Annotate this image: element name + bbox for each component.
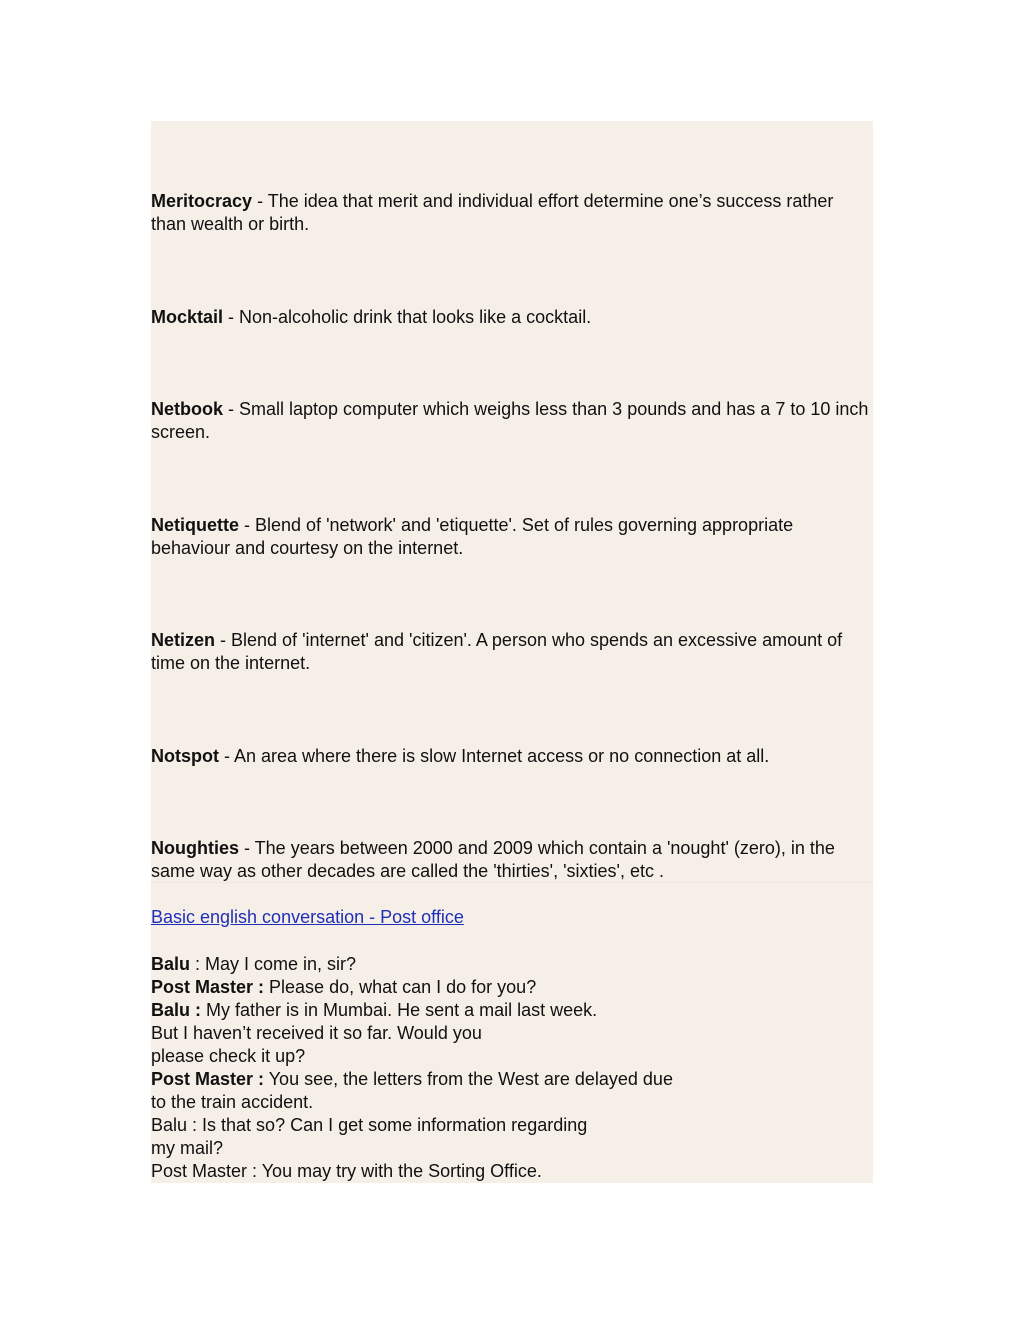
dialogue-speaker: Post Master : — [151, 977, 265, 997]
dialogue-line — [151, 1114, 873, 1137]
dialogue-line — [151, 1068, 873, 1091]
glossary-term: Notspot — [151, 746, 219, 766]
dialogue-text: You see, the letters from the West are delayed due — [264, 1069, 673, 1089]
dialogue-text: My father is in Mumbai. He sent a mail last week. — [201, 1000, 598, 1020]
dialogue-text: Post Master : You may try with the Sorting Office. — [151, 1161, 542, 1181]
glossary-term: Netiquette — [151, 515, 240, 535]
dialogue-line — [151, 976, 873, 999]
dialogue-text: please check it up? — [151, 1046, 306, 1066]
dialogue-line — [151, 999, 873, 1022]
dialogue-speaker: Balu : — [151, 1000, 202, 1020]
dialogue-line — [151, 1160, 873, 1183]
glossary-entry — [151, 398, 873, 444]
dialogue-line — [151, 1137, 873, 1160]
dialogue-text: But I haven’t received it so far. Would you — [151, 1023, 482, 1043]
glossary-definition: - Non-alcoholic drink that looks like a cocktail. — [223, 307, 592, 327]
glossary-term: Mocktail — [151, 307, 224, 327]
glossary-definition: - The years between 2000 and 2009 which contain a 'nought' (zero), in the same way as other decades are called the 'thirties', 'sixties', etc . — [151, 838, 835, 881]
glossary-definition: - An area where there is slow Internet access or no connection at all. — [218, 746, 770, 766]
glossary-term: Netbook — [151, 399, 223, 419]
dialogue-line — [151, 1045, 873, 1068]
dialogue-text: to the train accident. — [151, 1092, 314, 1112]
dialogue-line — [151, 1091, 873, 1114]
dialogue-text: my mail? — [151, 1138, 224, 1158]
dialogue-line — [151, 953, 873, 976]
dialogue-speaker: Balu — [151, 954, 191, 974]
dialogue-speaker: Post Master : — [151, 1069, 265, 1089]
glossary-definition: - Blend of 'internet' and 'citizen'. A person who spends an excessive amount of time on the internet. — [151, 630, 843, 673]
glossary-term: Meritocracy — [151, 191, 253, 211]
glossary-entry — [151, 745, 873, 768]
glossary-entry — [151, 514, 873, 560]
glossary-entry — [151, 190, 873, 236]
glossary-entry — [151, 629, 873, 675]
dialogue — [151, 953, 873, 1183]
glossary-entry — [151, 306, 873, 329]
glossary-definition: - Small laptop computer which weighs less than 3 pounds and has a 7 to 10 inch screen. — [151, 399, 869, 442]
glossary-term: Netizen — [151, 630, 216, 650]
dialogue-text: : May I come in, sir? — [190, 954, 357, 974]
dialogue-text: Balu : Is that so? Can I get some information regarding — [151, 1115, 588, 1135]
glossary-definition: - Blend of 'network' and 'etiquette'. Set of rules governing appropriate behaviour and courtesy on the internet. — [151, 515, 794, 558]
dialogue-line — [151, 1022, 873, 1045]
section-divider — [151, 882, 873, 883]
glossary-term: Noughties — [151, 838, 239, 858]
glossary-entry — [151, 837, 873, 883]
post-office-conversation-link[interactable]: Basic english conversation - Post office — [151, 907, 464, 927]
dialogue-text: Please do, what can I do for you? — [264, 977, 537, 997]
glossary-definition: - The idea that merit and individual effort determine one’s success rather than wealth or birth. — [151, 191, 834, 234]
